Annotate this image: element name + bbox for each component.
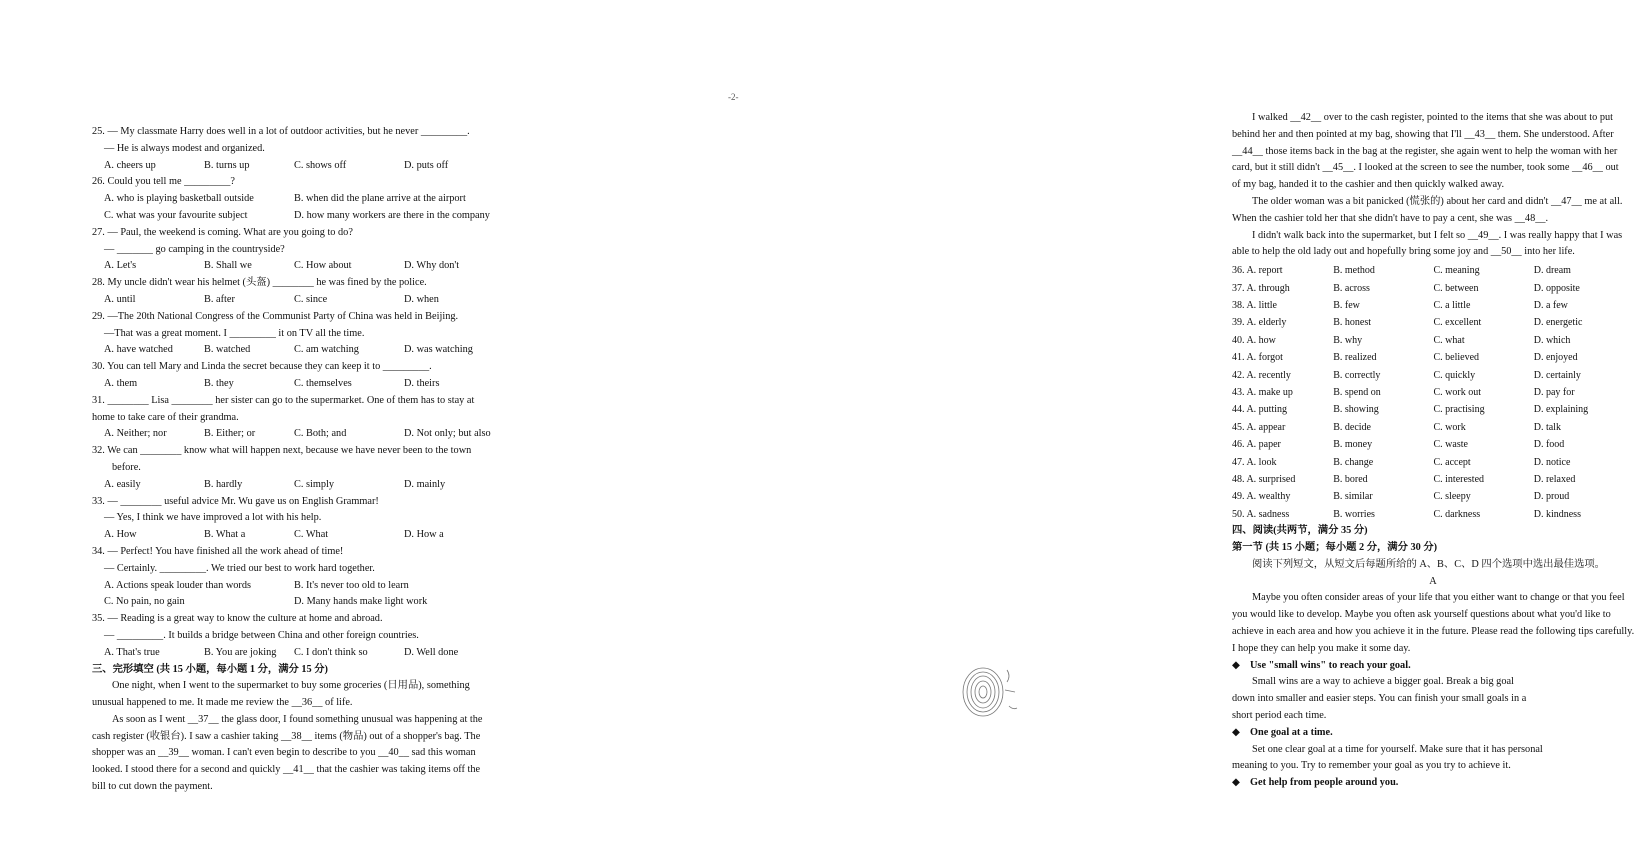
options-row <box>92 426 532 443</box>
option-d: D. puts off <box>404 159 449 171</box>
option-c: C. No pain, no gain <box>104 596 185 608</box>
passage-line: card, but it still didn't __45__. I looked at the screen to see the number, took some __46__ out <box>1232 162 1619 174</box>
passage-line: I hope they can help you make it some day. <box>1232 642 1411 654</box>
question-stem: 31. ________ Lisa ________ her sister can go to the supermarket. One of them has to stay at <box>92 394 475 406</box>
option-d: D. Many hands make light work <box>294 596 428 608</box>
question-30 <box>92 359 532 393</box>
option-c: C. Both; and <box>294 428 347 440</box>
passage-line: I didn't walk back into the supermarket, but I felt so __49__. I was really happy that I was <box>1252 229 1623 241</box>
option-b: B. What a <box>204 529 246 541</box>
option-c: C. What <box>294 529 329 541</box>
option-row-43: 43. A. make up B. spend on C. work out D. pay for <box>1232 387 1575 399</box>
option-row-40: 40. A. how B. why C. what D. which <box>1232 334 1571 346</box>
options-row <box>92 191 532 208</box>
question-line: — He is always modest and organized. <box>104 142 265 154</box>
option-b: B. You are joking <box>204 646 277 658</box>
right-page <box>600 0 1634 848</box>
passage-line: The older woman was a bit panicked (慌张的) about her card and didn't __47__ me at all. <box>1252 195 1623 207</box>
question-stem: 26. Could you tell me _________? <box>92 176 235 188</box>
option-b: B. It's never too old to learn <box>294 579 409 591</box>
question-32 <box>92 443 532 493</box>
question-28 <box>92 275 532 309</box>
left-page <box>0 0 600 848</box>
option-d: D. Not only; but also <box>404 428 491 440</box>
option-d: D. when <box>404 293 439 305</box>
options-row <box>92 158 532 175</box>
passage-line: One night, when I went to the supermarket to buy some groceries (日用品), something <box>112 680 470 692</box>
option-a: A. have watched <box>104 344 173 356</box>
option-c: C. I don't think so <box>294 646 368 658</box>
question-stem: 28. My uncle didn't wear his helmet (头盔) ________ he was fined by the police. <box>92 277 427 289</box>
word-options-list <box>1232 262 1634 523</box>
question-29 <box>92 309 532 359</box>
option-a: A. How <box>104 529 137 541</box>
passage-line: Maybe you often consider areas of your life that you either want to change or that you feel <box>1252 592 1625 604</box>
tip-title: ◆ One goal at a time. <box>1232 725 1634 742</box>
option-a: A. easily <box>104 478 141 490</box>
question-stem: 35. — Reading is a great way to know the culture at home and abroad. <box>92 613 383 625</box>
question-stem: 29. —The 20th National Congress of the Communist Party of China was held in Beijing. <box>92 310 459 322</box>
option-row-36: 36. A. report B. method C. meaning D. dream <box>1232 265 1571 277</box>
option-a: A. Actions speak louder than words <box>104 579 251 591</box>
option-row-50: 50. A. sadness B. worries C. darkness D. kindness <box>1232 508 1581 520</box>
option-row-46: 46. A. paper B. money C. waste D. food <box>1232 439 1565 451</box>
option-b: B. hardly <box>204 478 243 490</box>
options-row <box>92 477 532 494</box>
bullet-icon: ◆ <box>1232 659 1240 671</box>
question-31 <box>92 393 532 443</box>
option-row-47: 47. A. look B. change C. accept D. notice <box>1232 456 1571 468</box>
question-line: —That was a great moment. I _________ it on TV all the time. <box>104 327 365 339</box>
option-row-41: 41. A. forgot B. realized C. believed D. enjoyed <box>1232 352 1578 364</box>
option-d: D. Why don't <box>404 260 460 272</box>
left-column <box>92 124 532 796</box>
option-c: C. How about <box>294 260 352 272</box>
option-row-38: 38. A. little B. few C. a little D. a few <box>1232 299 1568 311</box>
passage-line: down into smaller and easier steps. You can finish your small goals in a <box>1232 693 1527 705</box>
question-27 <box>92 225 532 275</box>
option-b: B. Either; or <box>204 428 256 440</box>
passage-line: Small wins are a way to achieve a bigger goal. Break a big goal <box>1252 676 1514 688</box>
option-row-39: 39. A. elderly B. honest C. excellent D. energetic <box>1232 317 1583 329</box>
option-a: A. cheers up <box>104 159 156 171</box>
question-26 <box>92 174 532 224</box>
question-34 <box>92 544 532 611</box>
question-line: home to take care of their grandma. <box>92 411 239 423</box>
passage-line: As soon as I went __37__ the glass door, I found something unusual was happening at the <box>112 713 483 725</box>
option-row-42: 42. A. recently B. correctly C. quickly D. certainly <box>1232 369 1581 381</box>
passage-line: cash register (收银台). I saw a cashier taking __38__ items (物品) out of a shopper's bag. The <box>92 730 481 742</box>
option-a: A. That's true <box>104 646 160 658</box>
question-stem: 33. — ________ useful advice Mr. Wu gave us on English Grammar! <box>92 495 379 507</box>
bullet-icon: ◆ <box>1232 726 1240 738</box>
options-row <box>92 578 532 595</box>
option-a: A. who is playing basketball outside <box>104 193 254 205</box>
options-row <box>92 594 532 611</box>
option-d: D. theirs <box>404 377 440 389</box>
option-a: A. them <box>104 377 138 389</box>
passage-line: short period each time. <box>1232 710 1327 722</box>
passage-label: A <box>1429 575 1437 587</box>
part-1-heading: 第一节 (共 15 小题；每小题 2 分，满分 30 分) <box>1232 542 1438 554</box>
page-mark: -2- <box>728 92 739 102</box>
tip-title: ◆ Use "small wins" to reach your goal. <box>1232 658 1634 675</box>
passage-line: bill to cut down the payment. <box>92 781 213 793</box>
option-d: D. Well done <box>404 646 459 658</box>
option-d: D. how many workers are there in the company <box>294 209 490 221</box>
option-b: B. when did the plane arrive at the airport <box>294 193 466 205</box>
option-c: C. am watching <box>294 344 359 356</box>
section-3-heading: 三、完形填空 (共 15 小题，每小题 1 分，满分 15 分) <box>92 663 328 675</box>
passage-line: achieve in each area and how you achieve it in the future. Please read the following tips carefully. <box>1232 626 1634 638</box>
question-33 <box>92 494 532 544</box>
passage-line: __44__ those items back in the bag at the register, she again went to help the woman with her <box>1232 145 1618 157</box>
question-line: — _______ go camping in the countryside? <box>104 243 285 255</box>
passage-line: behind her and then pointed at my bag, showing that I'll __43__ them. She understood. After <box>1232 128 1614 140</box>
options-row <box>92 292 532 309</box>
passage-line: When the cashier told her that she didn't have to pay a cent, she was __48__. <box>1232 212 1549 224</box>
option-d: D. How a <box>404 529 444 541</box>
passage-line: Set one clear goal at a time for yourself. Make sure that it has personal <box>1252 743 1543 755</box>
question-line: — Yes, I think we have improved a lot with his help. <box>104 512 322 524</box>
options-row <box>92 527 532 544</box>
fingerprint-illustration <box>955 656 1025 726</box>
passage-line: meaning to you. Try to remember your goal as you try to achieve it. <box>1232 760 1511 772</box>
question-stem: 27. — Paul, the weekend is coming. What are you going to do? <box>92 226 353 238</box>
option-row-49: 49. A. wealthy B. similar C. sleepy D. proud <box>1232 491 1570 503</box>
option-b: B. Shall we <box>204 260 252 272</box>
passage-line: able to help the old lady out and hopefully bring some joy and __50__ into her life. <box>1232 246 1575 258</box>
option-a: A. until <box>104 293 136 305</box>
option-a: A. Let's <box>104 260 137 272</box>
option-b: B. after <box>204 293 235 305</box>
question-stem: 34. — Perfect! You have finished all the work ahead of time! <box>92 545 344 557</box>
question-line: before. <box>112 461 141 473</box>
question-stem: 30. You can tell Mary and Linda the secret because they can keep it to _________. <box>92 361 432 373</box>
passage-line: I walked __42__ over to the cash register, pointed to the items that she was about to put <box>1252 112 1614 123</box>
question-35 <box>92 611 532 661</box>
option-b: B. watched <box>204 344 251 356</box>
option-d: D. was watching <box>404 344 473 356</box>
question-stem: 25. — My classmate Harry does well in a lot of outdoor activities, but he never _________. <box>92 126 470 137</box>
options-row <box>92 645 532 662</box>
option-d: D. mainly <box>404 478 446 490</box>
option-c: C. what was your favourite subject <box>104 209 248 221</box>
option-row-48: 48. A. surprised B. bored C. interested D. relaxed <box>1232 474 1576 486</box>
option-b: B. they <box>204 377 234 389</box>
tip-3 <box>1232 775 1634 792</box>
option-c: C. themselves <box>294 377 352 389</box>
question-line: — _________. It builds a bridge between China and other foreign countries. <box>104 629 419 641</box>
passage-line: of my bag, handed it to the cashier and then quickly walked away. <box>1232 179 1505 191</box>
option-c: C. shows off <box>294 159 347 171</box>
question-25 <box>92 124 532 174</box>
option-row-37: 37. A. through B. across C. between D. opposite <box>1232 282 1580 294</box>
option-c: C. since <box>294 293 328 305</box>
option-a: A. Neither; nor <box>104 428 167 440</box>
section-4-heading: 四、阅读(共两节，满分 35 分) <box>1232 525 1368 537</box>
option-b: B. turns up <box>204 159 250 171</box>
question-line: — Certainly. _________. We tried our best to work hard together. <box>104 562 375 574</box>
tip-title: ◆ Get help from people around you. <box>1232 775 1634 792</box>
tip-2 <box>1232 725 1634 775</box>
passage-line: unusual happened to me. It made me review the __36__ of life. <box>92 697 353 709</box>
bullet-icon: ◆ <box>1232 777 1240 789</box>
options-row <box>92 342 532 359</box>
question-stem: 32. We can ________ know what will happen next, because we have never been to the town <box>92 445 472 457</box>
reading-intro <box>1232 590 1634 657</box>
option-row-44: 44. A. putting B. showing C. practising D. explaining <box>1232 404 1589 416</box>
reading-instruction: 阅读下列短文，从短文后每题所给的 A、B、C、D 四个选项中选出最佳选项。 <box>1252 558 1605 570</box>
right-column <box>1232 110 1634 792</box>
options-row <box>92 258 532 275</box>
options-row <box>92 376 532 393</box>
cloze-passage-part1 <box>92 678 532 796</box>
passage-line: looked. I stood there for a second and quickly __41__ that the cashier was taking items off the <box>92 764 481 776</box>
options-row <box>92 208 532 225</box>
passage-line: you would like to develop. Maybe you often ask yourself questions about what you'd like to <box>1232 609 1611 621</box>
option-c: C. simply <box>294 478 335 490</box>
option-row-45: 45. A. appear B. decide C. work D. talk <box>1232 421 1561 433</box>
cloze-passage-part2 <box>1232 110 1634 261</box>
passage-line: shopper was an __39__ woman. I can't even begin to describe to you __40__ sad this woman <box>92 747 476 759</box>
tip-1 <box>1232 658 1634 725</box>
